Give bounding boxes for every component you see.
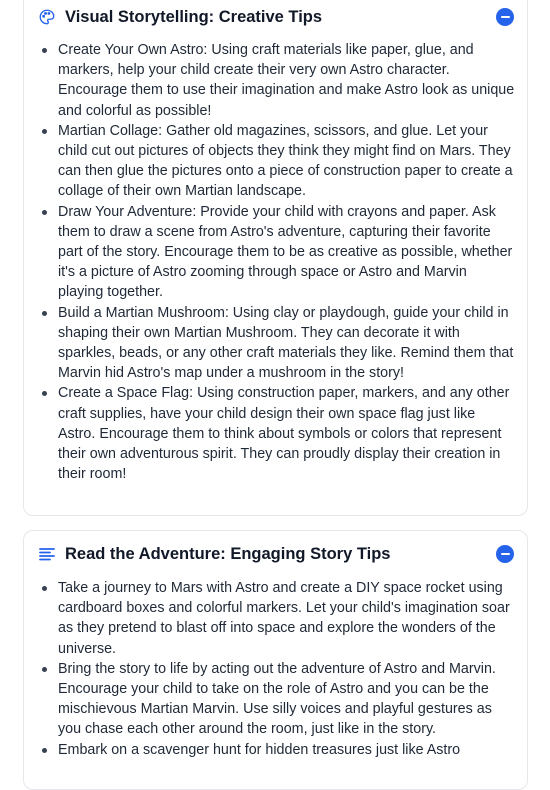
card-title: Visual Storytelling: Creative Tips — [65, 7, 323, 26]
collapse-button[interactable] — [496, 8, 514, 26]
minus-icon — [501, 553, 510, 555]
text-lines-icon — [38, 545, 56, 563]
list-item: Build a Martian Mushroom: Using clay or playdough, guide your child in shaping their own Martian Mushroom. They can decorate it with sparkles, beads, or any other craft materials they like. Remind them that Marvin hid Astro's map under a mushroom in the story! — [24, 303, 527, 384]
list-item: Bring the story to life by acting out the adventure of Astro and Marvin. Encourage your child to take on the role of Astro and you can be the mischievous Martian Marvin. Use silly voices and playful gestures as you chase each other around the room, just like in the story. — [24, 659, 527, 740]
list-item: Take a journey to Mars with Astro and create a DIY space rocket using cardboard boxes and colorful markers. Let your child's imagination soar as they pretend to blast off into space and explore the wonders of the universe. — [24, 578, 527, 659]
list-item: Embark on a scavenger hunt for hidden treasures just like Astro — [24, 740, 527, 760]
tips-list — [24, 40, 527, 484]
list-item: Martian Collage: Gather old magazines, scissors, and glue. Let your child cut out pictures of objects they think they might find on Mars. They can then glue the pictures onto a piece of construction paper to create a collage of their own Martian landscape. — [24, 121, 527, 202]
tips-card-visual-storytelling — [23, 0, 528, 516]
list-item: Create Your Own Astro: Using craft materials like paper, glue, and markers, help your child create their very own Astro character. Encourage them to use their imagination and make Astro look as unique and colorful as possible! — [24, 40, 527, 121]
list-item: Create a Space Flag: Using construction paper, markers, and any other craft supplies, have your child design their own space flag just like Astro. Encourage them to think about symbols or colors that represent their own adventurous spirit. They can proudly display their creation in their room! — [24, 383, 527, 484]
card-title: Read the Adventure: Engaging Story Tips — [65, 544, 391, 563]
palette-icon — [38, 8, 56, 26]
collapse-button[interactable] — [496, 545, 514, 563]
tips-card-read-adventure — [23, 530, 528, 790]
card-header[interactable] — [24, 534, 527, 574]
card-header[interactable] — [24, 0, 527, 37]
tips-list — [24, 578, 527, 760]
list-item: Draw Your Adventure: Provide your child with crayons and paper. Ask them to draw a scene from Astro's adventure, capturing their favorite part of the story. Encourage them to be as creative as possible, whether it's a picture of Astro zooming through space or Astro and Marvin playing together. — [24, 202, 527, 303]
minus-icon — [501, 16, 510, 18]
